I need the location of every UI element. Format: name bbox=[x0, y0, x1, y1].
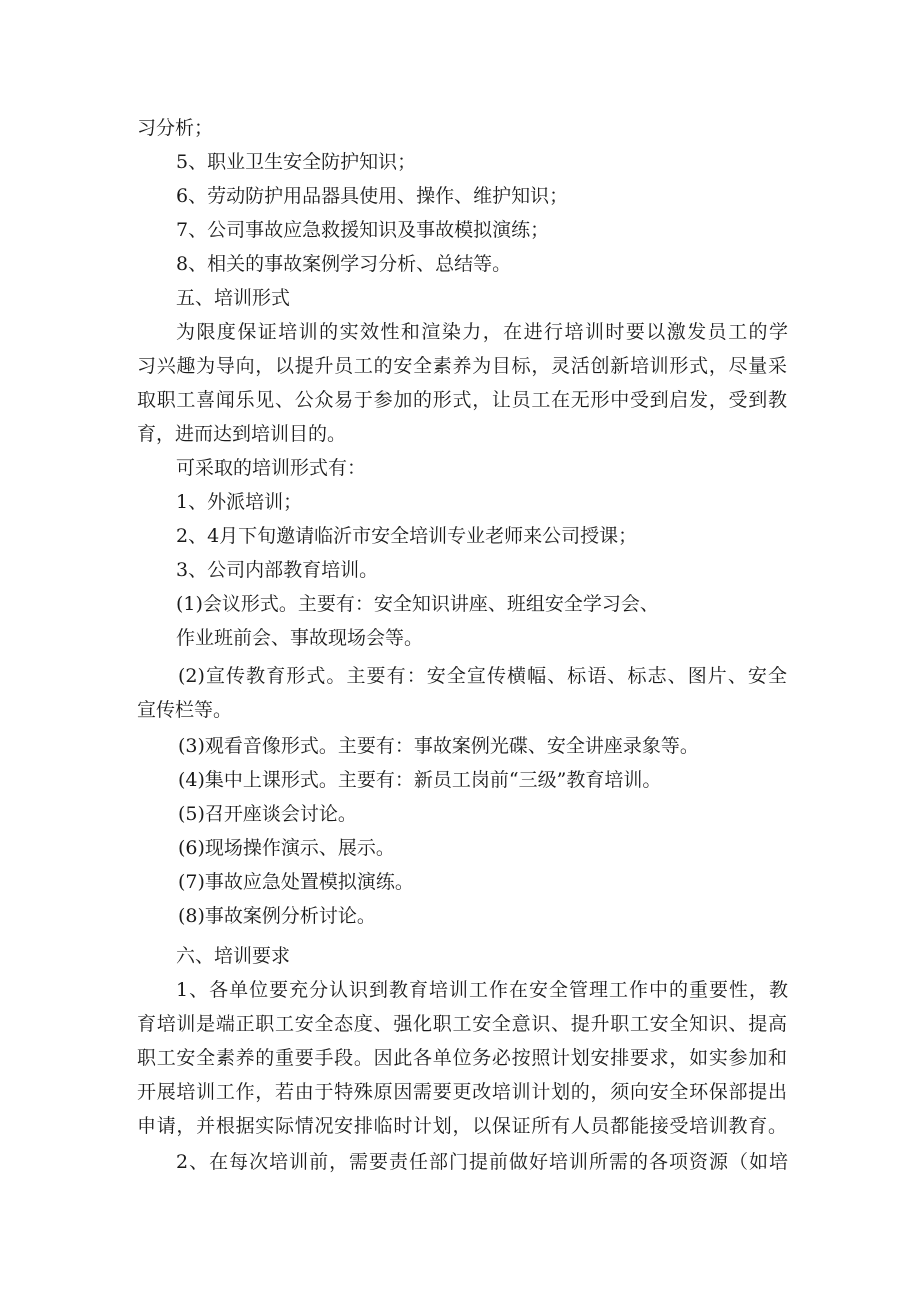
text-line: (8)事故案例分析讨论。 bbox=[178, 905, 376, 927]
text-line: 2、在每次培训前，需要责任部门提前做好培训所需的各项资源（如培 bbox=[176, 1151, 788, 1173]
section-heading: 六、培训要求 bbox=[176, 945, 291, 967]
text-line: (3)观看音像形式。主要有：事故案例光碟、安全讲座录象等。 bbox=[178, 735, 699, 757]
text-line: 取职工喜闻乐见、公众易于参加的形式，让员工在无形中受到启发，受到教 bbox=[137, 389, 787, 411]
text-line: 2、4月下旬邀请临沂市安全培训专业老师来公司授课； bbox=[176, 525, 638, 547]
text-line: 8、相关的事故案例学习分析、总结等。 bbox=[176, 253, 512, 275]
text-line: (2)宣传教育形式。主要有：安全宣传横幅、标语、标志、图片、安全 bbox=[178, 665, 787, 687]
text-line: 可采取的培训形式有： bbox=[176, 457, 367, 479]
text-line: 习兴趣为导向，以提升员工的安全素养为目标，灵活创新培训形式，尽量采 bbox=[137, 355, 787, 377]
text-line: 为限度保证培训的实效性和渲染力，在进行培训时要以激发员工的学 bbox=[176, 321, 788, 343]
text-line: 育，进而达到培训目的。 bbox=[137, 423, 347, 445]
text-line: 5、职业卫生安全防护知识； bbox=[176, 151, 417, 173]
text-line: 6、劳动防护用品器具使用、操作、维护知识； bbox=[176, 185, 569, 207]
text-line: (6)现场操作演示、展示。 bbox=[178, 837, 395, 859]
text-line: 1、外派培训； bbox=[176, 491, 303, 513]
text-line: (5)召开座谈会讨论。 bbox=[178, 803, 357, 825]
text-line: 3、公司内部教育培训。 bbox=[176, 559, 379, 581]
text-line: (7)事故应急处置模拟演练。 bbox=[178, 871, 414, 893]
text-line: (1)会议形式。主要有：安全知识讲座、班组安全学习会、 bbox=[176, 593, 659, 615]
text-line: 7、公司事故应急救援知识及事故模拟演练； bbox=[176, 219, 550, 241]
text-line: 1、各单位要充分认识到教育培训工作在安全管理工作中的重要性，教 bbox=[176, 979, 788, 1001]
section-heading: 五、培训形式 bbox=[176, 287, 291, 309]
text-line: (4)集中上课形式。主要有：新员工岗前“三级”教育培训。 bbox=[178, 769, 662, 791]
text-line: 宣传栏等。 bbox=[137, 699, 233, 721]
text-line: 开展培训工作，若由于特殊原因需要更改培训计划的，须向安全环保部提出 bbox=[137, 1081, 787, 1103]
text-line: 育培训是端正职工安全态度、强化职工安全意识、提升职工安全知识、提高 bbox=[137, 1013, 787, 1035]
text-line: 申请，并根据实际情况安排临时计划，以保证所有人员都能接受培训教育。 bbox=[137, 1115, 787, 1137]
text-line: 习分析； bbox=[137, 117, 214, 139]
text-line: 作业班前会、事故现场会等。 bbox=[176, 627, 424, 649]
text-line: 职工安全素养的重要手段。因此各单位务必按照计划安排要求，如实参加和 bbox=[137, 1047, 787, 1069]
